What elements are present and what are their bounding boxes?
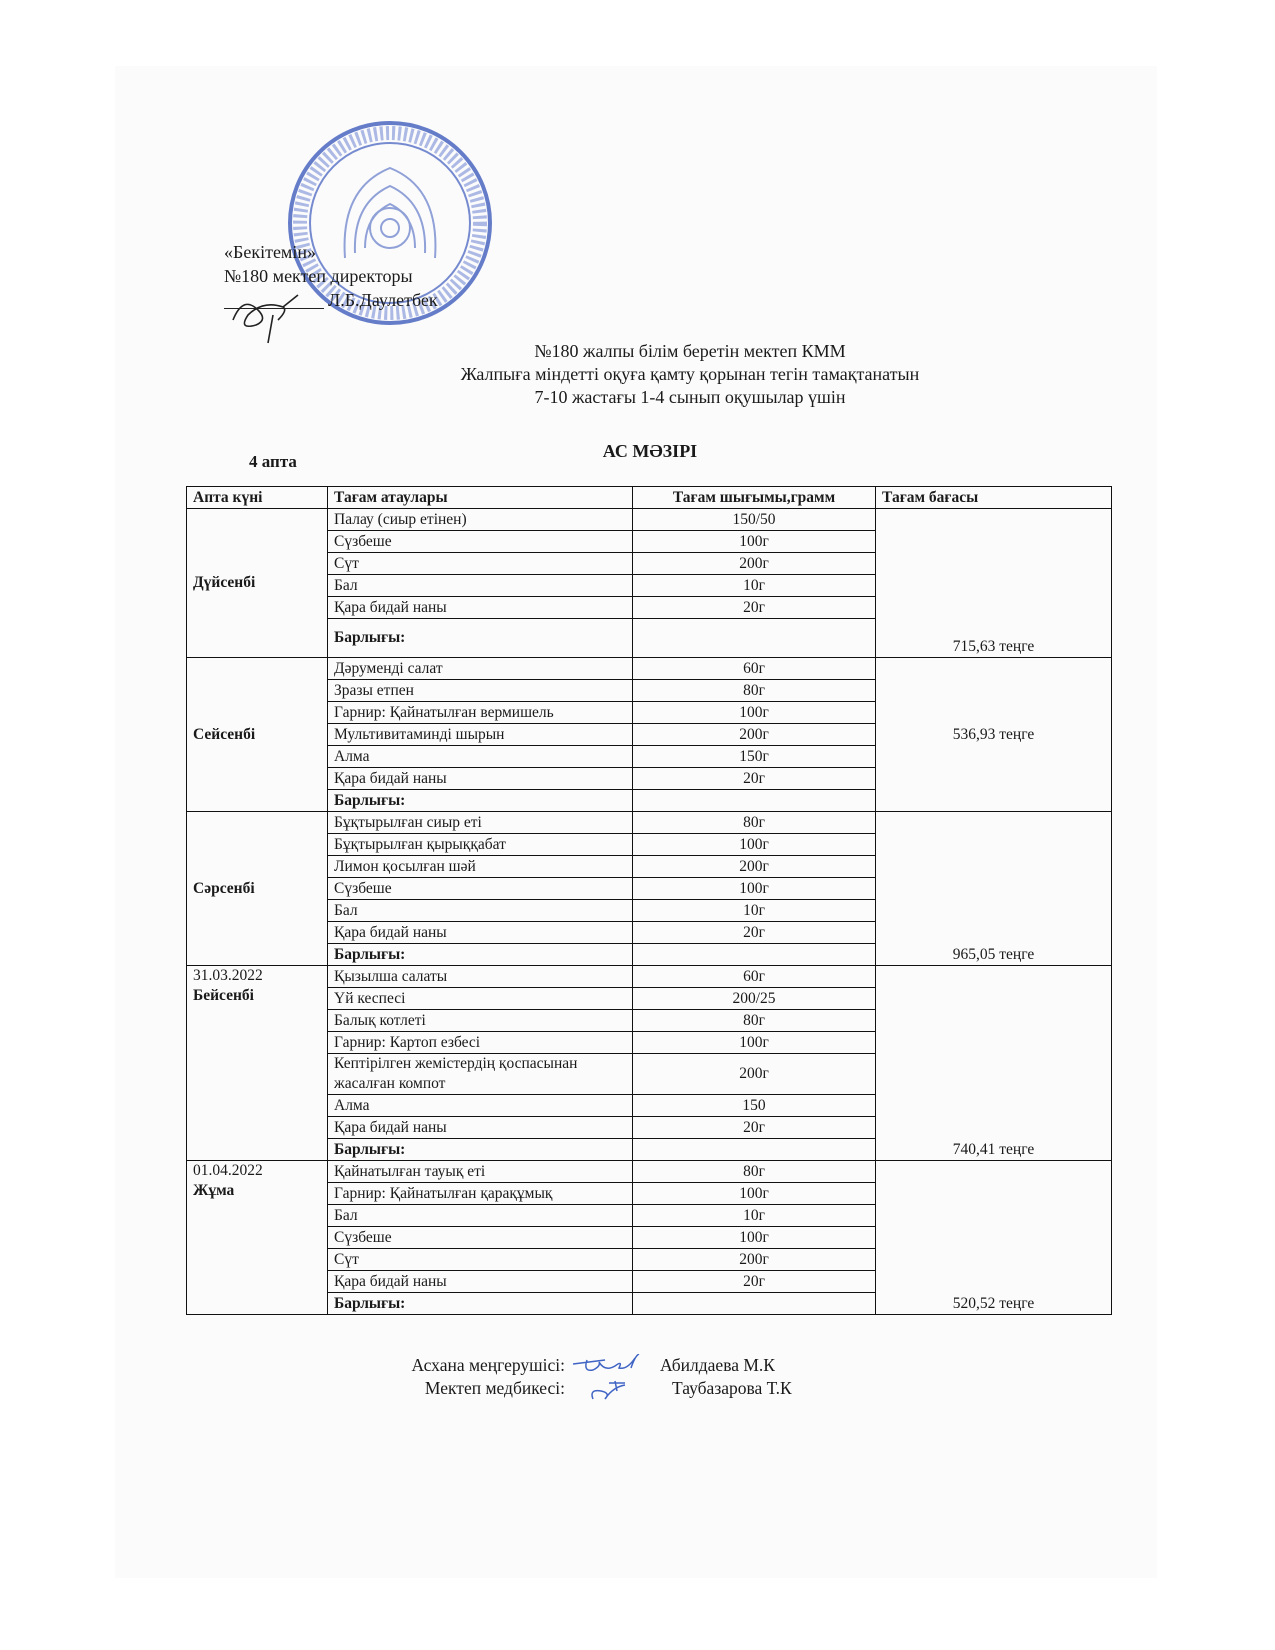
day-date: 31.03.2022 bbox=[193, 967, 263, 984]
dish-yield: 20г bbox=[633, 768, 876, 790]
dish-yield: 80г bbox=[633, 812, 876, 834]
table-row bbox=[187, 1161, 1112, 1183]
day-name: Жұма bbox=[193, 1182, 235, 1199]
dish-yield: 150 bbox=[633, 1095, 876, 1117]
header-day: Апта күні bbox=[187, 487, 328, 509]
signature-role: Мектеп медбикесі: bbox=[424, 1378, 565, 1398]
total-yield-empty bbox=[633, 944, 876, 966]
dish-yield: 20г bbox=[633, 922, 876, 944]
dish-name: Сүзбеше bbox=[328, 878, 633, 900]
total-label: Барлығы: bbox=[328, 1139, 633, 1161]
document-heading bbox=[360, 340, 1020, 409]
handwritten-signature-icon bbox=[565, 1354, 660, 1377]
menu-title: АС МӘЗІРІ bbox=[602, 441, 698, 461]
dish-yield: 100г bbox=[633, 702, 876, 724]
dish-name: Гарнир: Қайнатылған қарақұмық bbox=[328, 1183, 633, 1205]
dish-name: Қайнатылған тауық еті bbox=[328, 1161, 633, 1183]
dish-yield: 200г bbox=[633, 1249, 876, 1271]
dish-yield: 100г bbox=[633, 1227, 876, 1249]
heading-line-3: 7-10 жастағы 1-4 сынып оқушылар үшін bbox=[534, 387, 846, 407]
dish-yield: 200г bbox=[633, 724, 876, 746]
dish-yield: 150г bbox=[633, 746, 876, 768]
table-row bbox=[187, 812, 1112, 834]
dish-name: Бал bbox=[328, 575, 633, 597]
menu-table bbox=[186, 486, 1112, 1315]
day-price: 520,52 теңге bbox=[876, 1161, 1112, 1315]
dish-name: Гарнир: Картоп езбесі bbox=[328, 1032, 633, 1054]
total-yield-empty bbox=[633, 1139, 876, 1161]
dish-yield: 10г bbox=[633, 1205, 876, 1227]
header-yield: Тағам шығымы,грамм bbox=[633, 487, 876, 509]
total-label: Барлығы: bbox=[328, 790, 633, 812]
dish-yield: 20г bbox=[633, 1271, 876, 1293]
day-price: 740,41 теңге bbox=[876, 966, 1112, 1161]
day-name: Дүйсенбі bbox=[193, 574, 256, 591]
day-cell bbox=[187, 812, 328, 966]
total-label: Барлығы: bbox=[328, 944, 633, 966]
signature-row-nurse bbox=[390, 1377, 792, 1400]
dish-name: Бұқтырылған қырыққабат bbox=[328, 834, 633, 856]
dish-yield: 100г bbox=[633, 834, 876, 856]
dish-yield: 20г bbox=[633, 597, 876, 619]
dish-name: Бал bbox=[328, 1205, 633, 1227]
dish-yield: 150/50 bbox=[633, 509, 876, 531]
day-cell bbox=[187, 1161, 328, 1315]
dish-yield: 200/25 bbox=[633, 988, 876, 1010]
day-price: 715,63 теңге bbox=[876, 509, 1112, 658]
approval-line-1: «Бекітемін» bbox=[224, 242, 316, 262]
dish-yield: 80г bbox=[633, 1161, 876, 1183]
dish-yield: 100г bbox=[633, 1032, 876, 1054]
dish-yield: 100г bbox=[633, 1183, 876, 1205]
dish-name: Мультивитаминді шырын bbox=[328, 724, 633, 746]
total-yield-empty bbox=[633, 1293, 876, 1315]
signature-line bbox=[224, 308, 324, 309]
dish-yield: 60г bbox=[633, 966, 876, 988]
dish-name: Сүзбеше bbox=[328, 531, 633, 553]
menu-table-body bbox=[187, 509, 1112, 1315]
signature-role: Асхана меңгерушісі: bbox=[411, 1355, 565, 1375]
total-yield-empty bbox=[633, 619, 876, 658]
director-name: Л.Б.Даулетбек bbox=[328, 290, 438, 310]
dish-yield: 20г bbox=[633, 1117, 876, 1139]
dish-name: Қара бидай наны bbox=[328, 1271, 633, 1293]
dish-name: Лимон қосылған шәй bbox=[328, 856, 633, 878]
heading-line-1: №180 жалпы білім беретін мектеп КММ bbox=[534, 341, 846, 361]
day-cell bbox=[187, 658, 328, 812]
dish-name: Балық котлеті bbox=[328, 1010, 633, 1032]
week-label: 4 апта bbox=[249, 452, 297, 471]
dish-name: Дәруменді салат bbox=[328, 658, 633, 680]
approval-block bbox=[224, 240, 438, 312]
table-row bbox=[187, 966, 1112, 988]
dish-name: Бал bbox=[328, 900, 633, 922]
dish-yield: 100г bbox=[633, 878, 876, 900]
dish-name: Үй кеспесі bbox=[328, 988, 633, 1010]
dish-name: Зразы етпен bbox=[328, 680, 633, 702]
dish-name: Қара бидай наны bbox=[328, 768, 633, 790]
dish-yield: 200г bbox=[633, 1054, 876, 1095]
header-dish: Тағам атаулары bbox=[328, 487, 633, 509]
handwritten-signature-icon bbox=[565, 1377, 660, 1400]
dish-yield: 80г bbox=[633, 1010, 876, 1032]
dish-name: Алма bbox=[328, 1095, 633, 1117]
signature-name: Абилдаева М.К bbox=[660, 1355, 775, 1375]
heading-line-2: Жалпыға міндетті оқуға қамту қорынан тегін тамақтанатын bbox=[460, 364, 920, 384]
day-date: 01.04.2022 bbox=[193, 1162, 263, 1179]
dish-name: Алма bbox=[328, 746, 633, 768]
dish-yield: 10г bbox=[633, 900, 876, 922]
dish-name: Сүт bbox=[328, 1249, 633, 1271]
day-cell bbox=[187, 966, 328, 1161]
total-label: Барлығы: bbox=[328, 619, 633, 658]
dish-name: Қара бидай наны bbox=[328, 1117, 633, 1139]
dish-name: Гарнир: Қайнатылған вермишель bbox=[328, 702, 633, 724]
day-name: Сейсенбі bbox=[193, 725, 256, 743]
dish-name: Қара бидай наны bbox=[328, 597, 633, 619]
dish-name: Сүзбеше bbox=[328, 1227, 633, 1249]
header-price: Тағам бағасы bbox=[876, 487, 1112, 509]
dish-name: Бұқтырылған сиыр еті bbox=[328, 812, 633, 834]
dish-yield: 200г bbox=[633, 856, 876, 878]
total-yield-empty bbox=[633, 790, 876, 812]
dish-yield: 200г bbox=[633, 553, 876, 575]
signature-name: Таубазарова Т.К bbox=[672, 1378, 792, 1398]
dish-yield: 60г bbox=[633, 658, 876, 680]
signatures-block bbox=[390, 1354, 792, 1400]
signature-row-kitchen bbox=[390, 1354, 792, 1377]
dish-name: Қызылша салаты bbox=[328, 966, 633, 988]
dish-yield: 100г bbox=[633, 531, 876, 553]
table-row bbox=[187, 509, 1112, 531]
dish-name: Палау (сиыр етінен) bbox=[328, 509, 633, 531]
table-row bbox=[187, 658, 1112, 680]
dish-name: Сүт bbox=[328, 553, 633, 575]
total-label: Барлығы: bbox=[328, 1293, 633, 1315]
dish-yield: 80г bbox=[633, 680, 876, 702]
day-price: 965,05 теңге bbox=[876, 812, 1112, 966]
dish-name: Қара бидай наны bbox=[328, 922, 633, 944]
day-cell bbox=[187, 509, 328, 658]
approval-line-2: №180 мектеп директоры bbox=[224, 266, 413, 286]
day-name: Сәрсенбі bbox=[193, 879, 255, 897]
day-price: 536,93 теңге bbox=[876, 658, 1112, 812]
table-header-row bbox=[187, 487, 1112, 509]
day-name: Бейсенбі bbox=[193, 987, 254, 1004]
dish-name: Кептірілген жемістердің қоспасынан жасалған компот bbox=[328, 1054, 633, 1095]
dish-yield: 10г bbox=[633, 575, 876, 597]
